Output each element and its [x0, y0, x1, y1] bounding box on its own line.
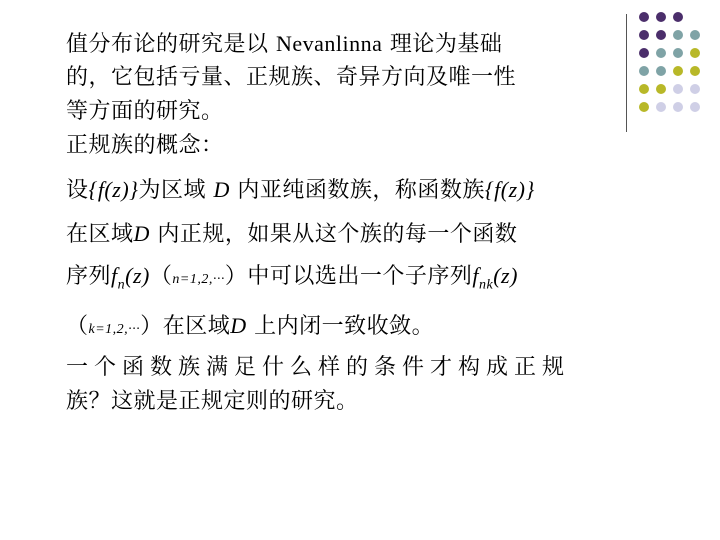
math-function-family: {f(z)} [88, 177, 139, 202]
math-index-range: k=1,2,··· [88, 322, 141, 337]
text-segment: 的，它包括亏量、正规族、奇异方向及唯一性 [66, 65, 517, 90]
text-segment: 正规族的概念： [66, 133, 224, 158]
divider-line [626, 14, 627, 132]
text-segment: ）在区域 [140, 314, 231, 339]
decorative-dot [639, 66, 649, 76]
text-segment: 一个函数族满足什么样的条件才构成正规 [66, 355, 571, 380]
decorative-dot [656, 102, 666, 112]
math-subscript-nk: nk [478, 277, 494, 293]
definition-line-4 [66, 312, 434, 344]
math-function-family: {f(z)} [484, 177, 535, 202]
text-segment: 设 [66, 178, 89, 203]
text-segment: 内亚纯函数族，称函数族 [229, 178, 485, 203]
text-segment: 在区域 [66, 222, 134, 247]
definition-line-2 [66, 220, 517, 249]
decorative-dot [690, 102, 700, 112]
math-domain: D [133, 221, 150, 246]
decorative-dot [639, 30, 649, 40]
text-segment: （ [149, 264, 173, 289]
decorative-dot [690, 48, 700, 58]
text-segment: Nevanlinna [276, 31, 383, 56]
math-subsequence-f: f [472, 263, 479, 288]
text-segment: 内正规，如果从这个族的每一个函数 [149, 222, 518, 247]
decorative-dot-grid [639, 12, 715, 122]
question-line-2 [66, 388, 359, 416]
text-segment: 族？这就是正规定则的研究。 [66, 389, 359, 414]
math-argument: (z) [125, 263, 150, 288]
decorative-dot [673, 48, 683, 58]
math-subscript-n: n [117, 277, 126, 293]
question-line-1 [66, 354, 570, 382]
definition-line-3 [66, 262, 518, 299]
math-sequence-f: f [111, 263, 118, 288]
text-segment: 理论为基础 [382, 32, 503, 57]
math-argument: (z) [493, 263, 518, 288]
decorative-dot [673, 102, 683, 112]
decorative-dot [673, 84, 683, 94]
definition-line-1 [66, 176, 535, 205]
decorative-dot [690, 30, 700, 40]
decorative-dot [639, 12, 649, 22]
text-segment: ）中可以选出一个子序列 [224, 264, 473, 289]
decorative-dot [656, 84, 666, 94]
decorative-dot [690, 84, 700, 94]
decorative-dot [639, 102, 649, 112]
text-segment: 序列 [66, 264, 112, 289]
decorative-dot [673, 30, 683, 40]
decorative-dot [673, 12, 683, 22]
text-segment: （ [66, 314, 89, 339]
decorative-dot [673, 66, 683, 76]
paragraph-1-line-2 [66, 64, 516, 92]
decorative-dot [656, 12, 666, 22]
decorative-dot [690, 66, 700, 76]
text-segment: 上内闭一致收敛。 [246, 314, 435, 339]
decorative-dot [656, 48, 666, 58]
text-segment: 值分布论的研究是以 [66, 32, 276, 57]
math-index-range: n=1,2,··· [172, 272, 225, 287]
decorative-dot [656, 30, 666, 40]
math-domain: D [213, 177, 230, 202]
concept-heading [66, 132, 224, 160]
paragraph-1-line-3 [66, 98, 224, 126]
decorative-dot [639, 48, 649, 58]
decorative-dot [639, 84, 649, 94]
paragraph-1-line-1 [66, 30, 502, 59]
decorative-dot [656, 66, 666, 76]
text-segment: 等方面的研究。 [66, 99, 224, 124]
text-segment: 为区域 [138, 178, 214, 203]
math-domain: D [230, 313, 247, 338]
